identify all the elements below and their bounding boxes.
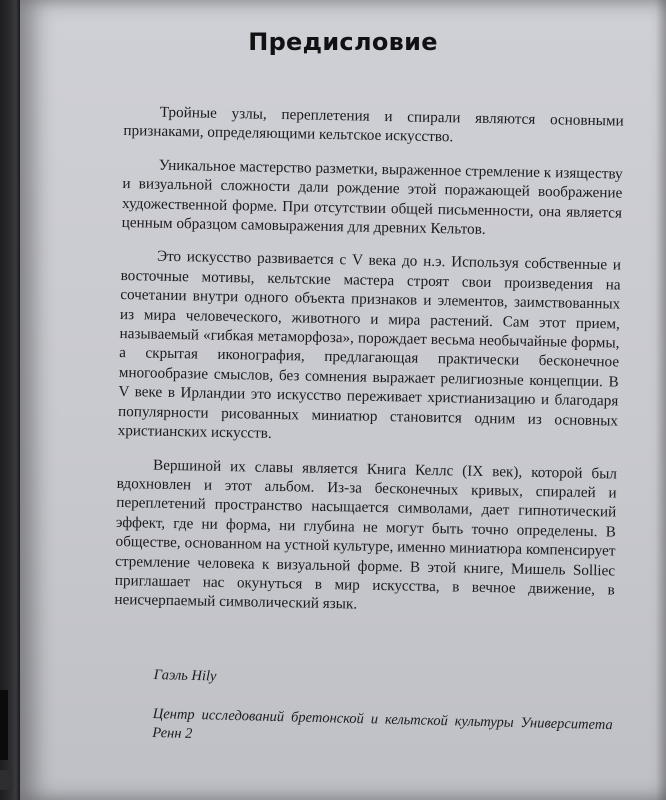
signature-block <box>152 666 614 754</box>
signature-name: Гаэль Hily <box>153 666 217 685</box>
book-spine-edge <box>0 770 12 790</box>
book-spine-mark <box>0 690 8 760</box>
paragraph-4: Вершиной их славы является Книга Келлс (IX век), которой был вдохновлен и этот альбом. Из-за бесконечных кривых, спиралей и переплетений пространство насыщается символами, дает гипнотический эффект, где ни форма, ни глубина не могут быть точно определены. В обществе, основанном на устной культуре, именно миниатюра компенсирует стремление человека к визуальной форме. В этой книге, Мишель Solliec приглашает нас окунуться в мир искусства, в вечное движение, в неисчерпаемый символический язык. <box>114 456 618 613</box>
signature-organization: Центр исследований бретонской и кельтской культуры Университета Ренн 2 <box>152 705 613 742</box>
paragraph-3: Это искусство развивается с V века до н.э. Используя собственные и восточные мотивы, кельтские мастера строят свои произведения на сочетании внутри одного объекта признаков и элементов, заимствованных из мира человеческого, животного и мира растений. Сам этот прием, называемый «гибкая метаморфоза», порождает весьма необычайные формы, а скрытая иконография, предлагающая практически бесконечное многообразие смыслов, без сомнения выражает религиозные концепции. В V веке в Ирландии это искусство переживает христианизацию и благодаря популярности рисованных миниатюр становится одним из основных христианских искусств. <box>117 248 622 442</box>
page-edge-shadow <box>656 0 666 800</box>
paragraph-2: Уникальное мастерство разметки, выраженное стремление к изяществу и визуальной сложности дали рождение этой поражающей воображение художественной форме. При отсутствии общей письменности, она является ценным образцом самовыражения для древних Кельтов. <box>121 156 623 238</box>
book-page <box>20 0 666 800</box>
page-title: Предисловие <box>248 28 438 56</box>
preface-body <box>114 102 624 633</box>
paragraph-1: Тройные узлы, переплетения и спирали являются основными признаками, определяющими кельтское искусство. <box>123 103 624 146</box>
